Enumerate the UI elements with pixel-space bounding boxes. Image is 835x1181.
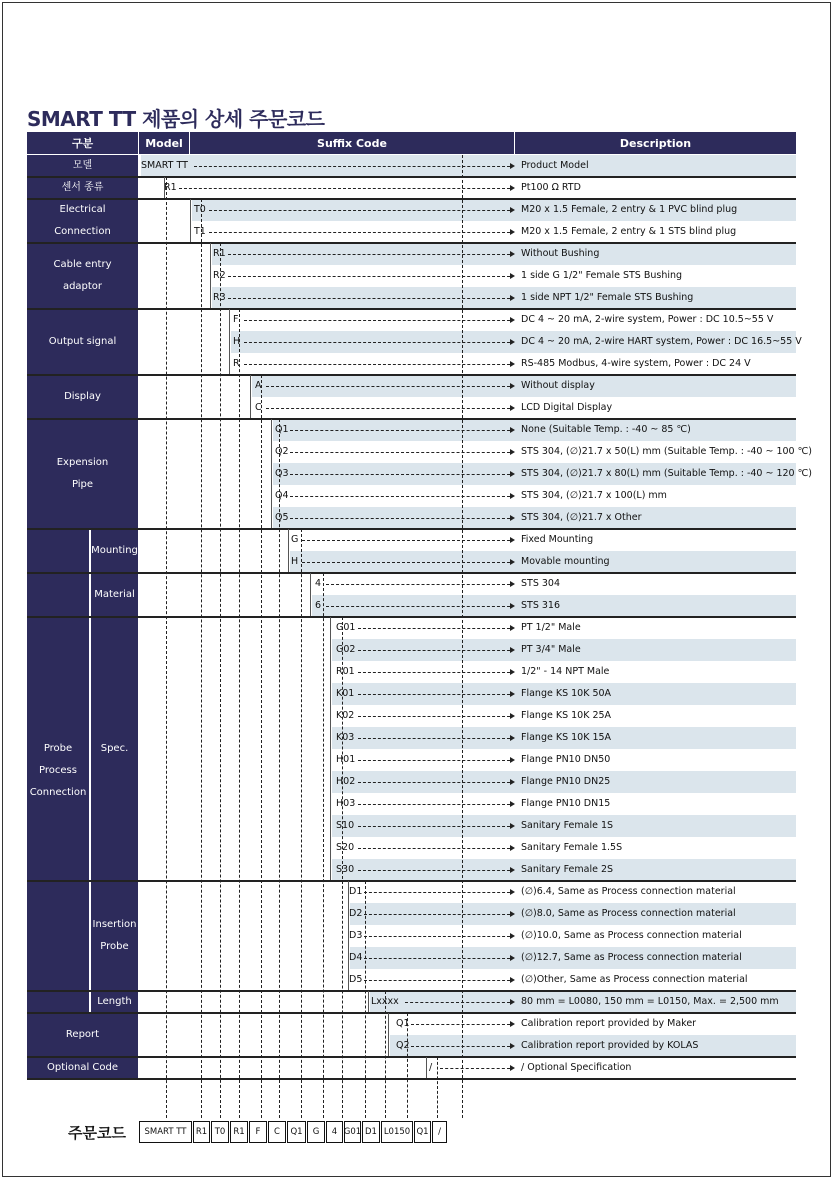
leader-line (364, 914, 510, 915)
code-column-divider (426, 1057, 427, 1078)
order-code-box: R1 (230, 1121, 248, 1143)
code-column-divider (210, 243, 211, 308)
description-text: STS 316 (521, 600, 561, 611)
selection-guide-line (201, 199, 202, 1118)
row-separator (27, 616, 796, 618)
suffix-code: R2 (213, 270, 226, 281)
leader-line (440, 1068, 510, 1069)
order-code-box: Q1 (414, 1121, 431, 1143)
suffix-code: H03 (336, 798, 356, 809)
leader-line (302, 562, 510, 563)
code-column-divider (288, 529, 289, 572)
row-separator (27, 528, 796, 530)
description-text: (∅)12.7, Same as Process connection material (521, 952, 742, 963)
leader-line (244, 342, 510, 343)
selection-guide-line (166, 177, 167, 1118)
selection-guide-line (385, 991, 386, 1118)
header-suffix-code: Suffix Code (190, 132, 514, 154)
description-text: Calibration report provided by KOLAS (521, 1040, 699, 1051)
arrow-icon (510, 713, 515, 719)
suffix-code: Q2 (275, 446, 289, 457)
suffix-code: R1 (213, 248, 226, 259)
arrow-icon (510, 493, 515, 499)
suffix-code: G02 (336, 644, 356, 655)
suffix-code: H (291, 556, 299, 567)
order-code-box: 4 (326, 1121, 343, 1143)
arrow-icon (510, 933, 515, 939)
arrow-icon (510, 317, 515, 323)
description-text: 1 side G 1/2" Female STS Bushing (521, 270, 683, 281)
leader-line (179, 188, 510, 189)
order-code-box: C (268, 1121, 286, 1143)
row-separator (27, 242, 796, 244)
arrow-icon (510, 603, 515, 609)
arrow-icon (510, 537, 515, 543)
arrow-icon (510, 647, 515, 653)
description-text: Flange KS 10K 50A (521, 688, 612, 699)
arrow-icon (510, 207, 515, 213)
leader-line (358, 826, 510, 827)
header-description: Description (515, 132, 796, 154)
code-column-divider (250, 375, 251, 418)
row-group-label: Cable entry adaptor (27, 243, 138, 308)
leader-line (228, 254, 510, 255)
suffix-code: D1 (349, 886, 363, 897)
arrow-icon (510, 757, 515, 763)
leader-line (358, 870, 510, 871)
arrow-icon (510, 559, 515, 565)
arrow-icon (510, 801, 515, 807)
leader-line (290, 474, 510, 475)
row-group-label: Optional Code (27, 1057, 138, 1078)
leader-line (228, 276, 510, 277)
arrow-icon (510, 977, 515, 983)
arrow-icon (510, 1065, 515, 1071)
leader-line (358, 848, 510, 849)
row-subgroup-label: Mounting (91, 529, 138, 572)
description-text: Pt100 Ω RTD (521, 182, 581, 193)
leader-line (358, 716, 510, 717)
leader-line (364, 936, 510, 937)
description-text: Calibration report provided by Maker (521, 1018, 697, 1029)
header-category: 구분 (27, 132, 138, 154)
row-subgroup-label: Spec. (91, 617, 138, 880)
order-code-box: G (307, 1121, 325, 1143)
arrow-icon (510, 449, 515, 455)
row-separator (27, 572, 796, 574)
suffix-code: D2 (349, 908, 363, 919)
suffix-code: G (291, 534, 299, 545)
arrow-icon (510, 845, 515, 851)
description-text: None (Suitable Temp. : -40 ~ 85 ℃) (521, 424, 691, 435)
arrow-icon (510, 427, 515, 433)
leader-line (290, 496, 510, 497)
description-text: RS-485 Modbus, 4-wire system, Power : DC 24 V (521, 358, 751, 369)
arrow-icon (510, 955, 515, 961)
description-text: M20 x 1.5 Female, 2 entry & 1 STS blind plug (521, 226, 737, 237)
description-text: Without Bushing (521, 248, 600, 259)
leader-line (411, 1024, 510, 1025)
leader-line (405, 1002, 510, 1003)
leader-line (290, 518, 510, 519)
leader-line (266, 386, 510, 387)
arrow-icon (510, 1021, 515, 1027)
description-text: (∅)Other, Same as Process connection material (521, 974, 748, 985)
description-text: Flange PN10 DN50 (521, 754, 611, 765)
leader-line (358, 782, 510, 783)
row-separator (27, 1012, 796, 1014)
leader-line (228, 298, 510, 299)
arrow-icon (510, 669, 515, 675)
suffix-code: Lxxxx (371, 996, 399, 1007)
leader-line (358, 804, 510, 805)
row-separator (27, 418, 796, 420)
row-group-label: Display (27, 375, 138, 418)
code-column-divider (310, 573, 311, 616)
suffix-code: H (233, 336, 241, 347)
page-title: SMART TT 제품의 상세 주문코드 (27, 107, 325, 131)
row-subgroup-label: Insertion Probe (91, 881, 138, 990)
leader-line (358, 628, 510, 629)
description-text: Flange KS 10K 15A (521, 732, 612, 743)
selection-guide-line (407, 1013, 408, 1118)
leader-line (364, 980, 510, 981)
description-text: 1 side NPT 1/2" Female STS Bushing (521, 292, 694, 303)
selection-guide-line (462, 155, 463, 1118)
description-text: STS 304, (∅)21.7 x 50(L) mm (Suitable Temp. : -40 ~ 100 ℃) (521, 446, 812, 457)
description-text: PT 3/4" Male (521, 644, 581, 655)
description-text: 80 mm = L0080, 150 mm = L0150, Max. = 2,500 mm (521, 996, 779, 1007)
code-column-divider (330, 617, 331, 880)
row-group-label: Report (27, 1013, 138, 1056)
leader-line (358, 760, 510, 761)
leader-line (358, 694, 510, 695)
leader-line (358, 738, 510, 739)
leader-line (326, 606, 510, 607)
order-code-box: SMART TT (139, 1121, 192, 1143)
code-column-divider (388, 1013, 389, 1056)
selection-guide-line (365, 881, 366, 1118)
description-text: Flange PN10 DN25 (521, 776, 611, 787)
suffix-code: Q1 (396, 1018, 410, 1029)
suffix-code: S30 (336, 864, 355, 875)
suffix-code: R01 (336, 666, 355, 677)
row-group-label: Output signal (27, 309, 138, 374)
suffix-code: K01 (336, 688, 355, 699)
suffix-code: Q3 (275, 468, 289, 479)
suffix-code: SMART TT (141, 160, 188, 171)
suffix-code: A (255, 380, 262, 391)
description-text: STS 304, (∅)21.7 x 80(L) mm (Suitable Temp. : -40 ~ 120 ℃) (521, 468, 812, 479)
arrow-icon (510, 1043, 515, 1049)
order-code-box: F (249, 1121, 267, 1143)
suffix-code: Q5 (275, 512, 289, 523)
description-text: Product Model (521, 160, 589, 171)
suffix-code: Q4 (275, 490, 289, 501)
leader-line (290, 430, 510, 431)
arrow-icon (510, 163, 515, 169)
order-code-box: D1 (362, 1121, 380, 1143)
leader-line (364, 892, 510, 893)
leader-line (411, 1046, 510, 1047)
row-separator (27, 308, 796, 310)
arrow-icon (510, 405, 515, 411)
order-code-box: T0 (211, 1121, 229, 1143)
arrow-icon (510, 735, 515, 741)
description-text: (∅)8.0, Same as Process connection material (521, 908, 736, 919)
code-column-divider (368, 991, 369, 1012)
code-column-divider (164, 177, 165, 198)
description-text: Sanitary Female 1.5S (521, 842, 623, 853)
arrow-icon (510, 185, 515, 191)
order-code-box: / (432, 1121, 447, 1143)
arrow-icon (510, 625, 515, 631)
arrow-icon (510, 229, 515, 235)
description-text: Flange PN10 DN15 (521, 798, 611, 809)
description-text: Fixed Mounting (521, 534, 594, 545)
suffix-code: S20 (336, 842, 355, 853)
row-separator (27, 880, 796, 882)
row-separator (27, 990, 796, 992)
suffix-code: C (255, 402, 262, 413)
order-code-label: 주문코드 (68, 1124, 126, 1142)
arrow-icon (510, 515, 515, 521)
row-group-label: 모델 (27, 155, 138, 176)
row-separator (27, 198, 796, 200)
selection-guide-line (342, 617, 343, 1118)
selection-guide-line (437, 1057, 438, 1118)
arrow-icon (510, 339, 515, 345)
row-group-label: Electrical Connection (27, 199, 138, 242)
leader-line (244, 364, 510, 365)
arrow-icon (510, 779, 515, 785)
arrow-icon (510, 581, 515, 587)
leader-line (209, 210, 510, 211)
arrow-icon (510, 295, 515, 301)
code-column-divider (190, 199, 191, 242)
suffix-code: T0 (194, 204, 206, 215)
suffix-code: K02 (336, 710, 355, 721)
description-text: (∅)10.0, Same as Process connection material (521, 930, 742, 941)
suffix-code: K03 (336, 732, 355, 743)
description-text: STS 304 (521, 578, 561, 589)
suffix-code: 6 (315, 600, 322, 611)
description-text: PT 1/2" Male (521, 622, 581, 633)
description-text: STS 304, (∅)21.7 x 100(L) mm (521, 490, 667, 501)
suffix-code: S10 (336, 820, 355, 831)
suffix-code: F (233, 314, 239, 325)
header-model: Model (139, 132, 189, 154)
suffix-code: H01 (336, 754, 356, 765)
code-column-divider (229, 309, 230, 374)
arrow-icon (510, 361, 515, 367)
description-text: (∅)6.4, Same as Process connection material (521, 886, 736, 897)
description-text: M20 x 1.5 Female, 2 entry & 1 PVC blind plug (521, 204, 738, 215)
arrow-icon (510, 471, 515, 477)
description-text: Sanitary Female 2S (521, 864, 614, 875)
suffix-code: T1 (194, 226, 206, 237)
description-text: Movable mounting (521, 556, 610, 567)
arrow-icon (510, 691, 515, 697)
description-text: DC 4 ~ 20 mA, 2-wire system, Power : DC 10.5~55 V (521, 314, 774, 325)
suffix-code: R1 (164, 182, 177, 193)
description-text: LCD Digital Display (521, 402, 613, 413)
suffix-code: Q1 (275, 424, 289, 435)
suffix-code: D3 (349, 930, 363, 941)
selection-guide-line (301, 529, 302, 1118)
row-subgroup-label: Length (91, 991, 138, 1012)
suffix-code: D4 (349, 952, 363, 963)
arrow-icon (510, 999, 515, 1005)
order-code-box: R1 (193, 1121, 210, 1143)
row-group-label: Expension Pipe (27, 419, 138, 528)
arrow-icon (510, 911, 515, 917)
description-text: Sanitary Female 1S (521, 820, 614, 831)
arrow-icon (510, 889, 515, 895)
leader-line (364, 958, 510, 959)
order-code-box: G01 (344, 1121, 361, 1143)
order-code-box: L0150 (381, 1121, 413, 1143)
row-separator (27, 1078, 796, 1080)
description-text: 1/2" - 14 NPT Male (521, 666, 610, 677)
leader-line (209, 232, 510, 233)
leader-line (244, 320, 510, 321)
suffix-code: R (233, 358, 240, 369)
leader-line (290, 452, 510, 453)
row-subgroup-label: Material (91, 573, 138, 616)
suffix-code: / (429, 1062, 433, 1073)
selection-guide-line (239, 309, 240, 1118)
row-separator (27, 176, 796, 178)
description-text: / Optional Specification (521, 1062, 632, 1073)
code-column-divider (271, 419, 272, 528)
order-code-box: Q1 (287, 1121, 306, 1143)
selection-guide-line (261, 375, 262, 1118)
suffix-code: G01 (336, 622, 356, 633)
suffix-code: R3 (213, 292, 226, 303)
leader-line (358, 672, 510, 673)
arrow-icon (510, 251, 515, 257)
arrow-icon (510, 273, 515, 279)
code-column-divider (348, 881, 349, 990)
row-group-label: 센서 종류 (27, 177, 138, 198)
row-separator (27, 1056, 796, 1058)
suffix-code: H02 (336, 776, 356, 787)
row-separator (27, 374, 796, 376)
leader-line (326, 584, 510, 585)
selection-guide-line (323, 573, 324, 1118)
row-group-label: Probe Process Connection (27, 529, 89, 1012)
suffix-code: Q2 (396, 1040, 410, 1051)
description-text: Flange KS 10K 25A (521, 710, 612, 721)
leader-line (266, 408, 510, 409)
description-text: DC 4 ~ 20 mA, 2-wire HART system, Power : DC 16.5~55 V (521, 336, 802, 347)
suffix-code: 4 (315, 578, 322, 589)
selection-guide-line (220, 243, 221, 1118)
arrow-icon (510, 823, 515, 829)
description-text: Without display (521, 380, 595, 391)
selection-guide-line (279, 419, 280, 1118)
description-text: STS 304, (∅)21.7 x Other (521, 512, 642, 523)
arrow-icon (510, 867, 515, 873)
leader-line (358, 650, 510, 651)
arrow-icon (510, 383, 515, 389)
leader-line (302, 540, 510, 541)
suffix-code: D5 (349, 974, 363, 985)
